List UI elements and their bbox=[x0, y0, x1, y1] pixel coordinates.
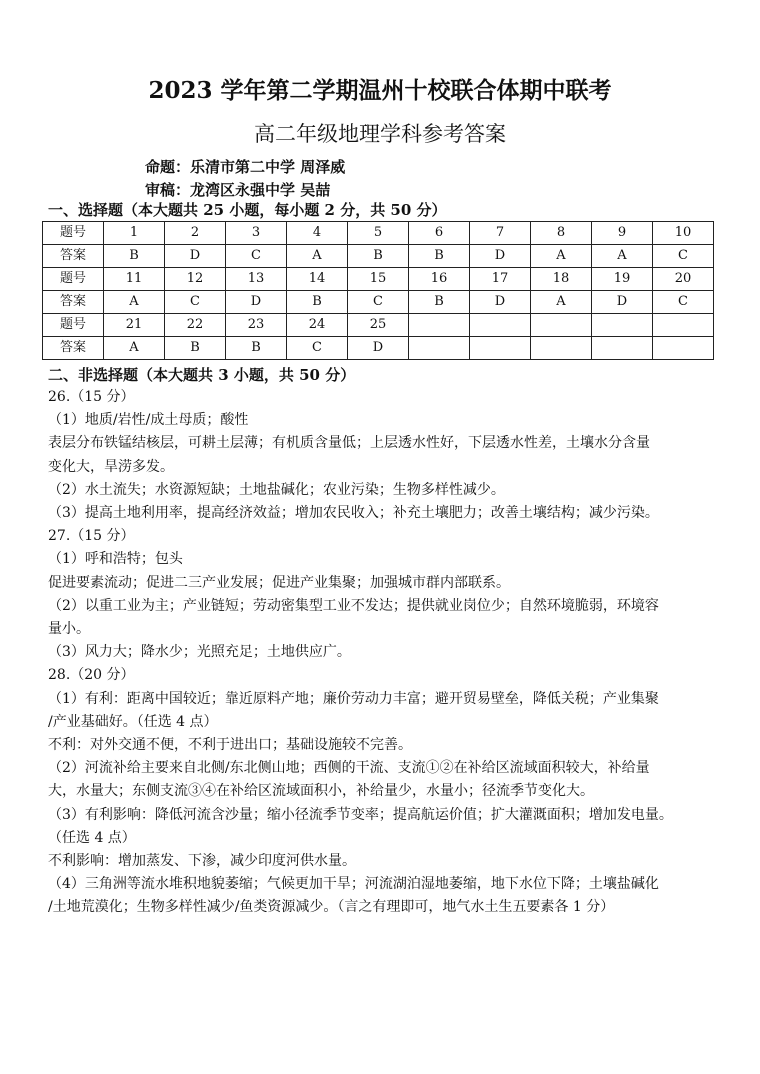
answer-row bbox=[43, 337, 714, 360]
question-number-cell: 18 bbox=[531, 268, 592, 291]
question-number-cell bbox=[653, 314, 714, 337]
answer-line: 表层分布铁锰结核层，可耕土层薄；有机质含量低；上层透水性好，下层透水性差，土壤水分含量 bbox=[48, 435, 650, 452]
answer-line: 量小。 bbox=[48, 621, 90, 638]
section2-heading: 二、非选择题（本大题共 3 小题，共 50 分） bbox=[48, 366, 356, 384]
question-number-cell: 22 bbox=[165, 314, 226, 337]
answer-line: （3）风力大；降水少；光照充足；土地供应广。 bbox=[48, 644, 351, 661]
answer-line: 大，水量大；东侧支流③④在补给区流域面积小，补给量少，水量小；径流季节变化大。 bbox=[48, 783, 594, 800]
answer-cell: C bbox=[287, 337, 348, 360]
question-number-cell: 15 bbox=[348, 268, 409, 291]
question-number-cell: 1 bbox=[104, 222, 165, 245]
question-number-cell: 4 bbox=[287, 222, 348, 245]
answer-line: （1）有利：距离中国较近；靠近原料产地；廉价劳动力丰富；避开贸易壁垒，降低关税；产业集聚 bbox=[48, 690, 659, 707]
answer-cell: B bbox=[104, 245, 165, 268]
answer-cell: B bbox=[348, 245, 409, 268]
answer-line: （4）三角洲等流水堆积地貌萎缩；气候更加干旱；河流湖泊湿地萎缩，地下水位下降；土壤盐碱化 bbox=[48, 876, 659, 893]
answer-line: /产业基础好。（任选 4 点） bbox=[48, 713, 218, 730]
answer-cell: B bbox=[287, 291, 348, 314]
answer-row-label: 答案 bbox=[43, 245, 104, 268]
answer-cell: C bbox=[653, 245, 714, 268]
question-number-row bbox=[43, 268, 714, 291]
answer-line: 促进要素流动；促进二三产业发展；促进产业集聚；加强城市群内部联系。 bbox=[48, 574, 510, 591]
question-number-cell: 10 bbox=[653, 222, 714, 245]
page-subtitle: 高二年级地理学科参考答案 bbox=[254, 122, 506, 146]
question-number-row-label: 题号 bbox=[43, 268, 104, 291]
answer-cell: B bbox=[165, 337, 226, 360]
answer-cell bbox=[470, 337, 531, 360]
answer-line: 26.（15 分） bbox=[48, 389, 135, 405]
question-number-cell bbox=[531, 314, 592, 337]
answer-line: （1）地质/岩性/成土母质；酸性 bbox=[48, 412, 249, 429]
question-number-cell: 25 bbox=[348, 314, 409, 337]
question-number-row bbox=[43, 222, 714, 245]
answer-line: 27.（15 分） bbox=[48, 528, 135, 545]
answer-line: /土地荒漠化；生物多样性减少/鱼类资源减少。（言之有理即可，地气水土生五要素各 1 分） bbox=[48, 899, 615, 916]
answer-line: （2）水土流失；水资源短缺；土地盐碱化；农业污染；生物多样性减少。 bbox=[48, 481, 505, 498]
answer-line: 不利影响：增加蒸发、下渗，减少印度河供水量。 bbox=[48, 853, 356, 870]
question-number-cell: 11 bbox=[104, 268, 165, 291]
answer-cell: C bbox=[348, 291, 409, 314]
answer-cell: D bbox=[226, 291, 287, 314]
question-number-cell: 12 bbox=[165, 268, 226, 291]
question-number-cell: 17 bbox=[470, 268, 531, 291]
answer-cell: B bbox=[226, 337, 287, 360]
page-title: 2023 学年第二学期温州十校联合体期中联考 bbox=[148, 77, 612, 104]
question-number-cell: 23 bbox=[226, 314, 287, 337]
question-number-cell: 5 bbox=[348, 222, 409, 245]
question-number-cell: 20 bbox=[653, 268, 714, 291]
answer-cell: D bbox=[165, 245, 226, 268]
answer-line: （3）有利影响：降低河流含沙量；缩小径流季节变率；提高航运价值；扩大灌溉面积；增加发电量。 bbox=[48, 806, 673, 823]
answer-cell: C bbox=[226, 245, 287, 268]
answer-row bbox=[43, 291, 714, 314]
question-number-cell: 8 bbox=[531, 222, 592, 245]
question-number-row-label: 题号 bbox=[43, 314, 104, 337]
question-number-cell: 16 bbox=[409, 268, 470, 291]
answer-cell bbox=[653, 337, 714, 360]
answer-cell bbox=[531, 337, 592, 360]
question-number-cell: 24 bbox=[287, 314, 348, 337]
answer-cell: D bbox=[592, 291, 653, 314]
answer-line: 28.（20 分） bbox=[48, 667, 135, 684]
answer-cell: A bbox=[104, 291, 165, 314]
answer-line: （2）河流补给主要来自北侧/东北侧山地；西侧的干流、支流①②在补给区流域面积较大，补给量 bbox=[48, 760, 650, 777]
answer-cell: A bbox=[531, 245, 592, 268]
answer-row bbox=[43, 245, 714, 268]
question-number-cell bbox=[592, 314, 653, 337]
answer-table bbox=[42, 221, 714, 360]
answer-cell: A bbox=[531, 291, 592, 314]
question-number-cell: 2 bbox=[165, 222, 226, 245]
answer-cell: C bbox=[165, 291, 226, 314]
question-number-cell: 14 bbox=[287, 268, 348, 291]
question-number-row bbox=[43, 314, 714, 337]
question-number-cell: 6 bbox=[409, 222, 470, 245]
answer-cell: D bbox=[348, 337, 409, 360]
question-number-row-label: 题号 bbox=[43, 222, 104, 245]
answer-cell bbox=[409, 337, 470, 360]
answer-row-label: 答案 bbox=[43, 291, 104, 314]
answer-line: （1）呼和浩特；包头 bbox=[48, 551, 183, 568]
answer-cell: D bbox=[470, 291, 531, 314]
section1-heading: 一、选择题（本大题共 25 小题，每小题 2 分，共 50 分） bbox=[48, 201, 447, 219]
question-number-cell: 21 bbox=[104, 314, 165, 337]
question-number-cell: 9 bbox=[592, 222, 653, 245]
reviewer-line: 审稿：龙湾区永强中学 吴喆 bbox=[145, 181, 331, 199]
question-number-cell: 3 bbox=[226, 222, 287, 245]
author-line: 命题：乐清市第二中学 周泽威 bbox=[145, 158, 346, 176]
answer-cell bbox=[592, 337, 653, 360]
answer-line: （2）以重工业为主；产业链短；劳动密集型工业不发达；提供就业岗位少；自然环境脆弱，环境容 bbox=[48, 597, 659, 614]
answer-line: （任选 4 点） bbox=[48, 829, 136, 846]
answer-text-block bbox=[48, 386, 718, 920]
answer-line: （3）提高土地利用率，提高经济效益；增加农民收入；补充土壤肥力；改善土壤结构；减少污染。 bbox=[48, 505, 659, 522]
answer-line: 变化大，旱涝多发。 bbox=[48, 458, 174, 475]
question-number-cell: 7 bbox=[470, 222, 531, 245]
answer-cell: B bbox=[409, 245, 470, 268]
answer-row-label: 答案 bbox=[43, 337, 104, 360]
answer-cell: A bbox=[287, 245, 348, 268]
question-number-cell: 19 bbox=[592, 268, 653, 291]
answer-cell: A bbox=[104, 337, 165, 360]
answer-cell: D bbox=[470, 245, 531, 268]
question-number-cell: 13 bbox=[226, 268, 287, 291]
answer-cell: A bbox=[592, 245, 653, 268]
question-number-cell bbox=[470, 314, 531, 337]
answer-line: 不利：对外交通不便，不利于进出口；基础设施较不完善。 bbox=[48, 737, 412, 754]
answer-cell: B bbox=[409, 291, 470, 314]
question-number-cell bbox=[409, 314, 470, 337]
answer-cell: C bbox=[653, 291, 714, 314]
